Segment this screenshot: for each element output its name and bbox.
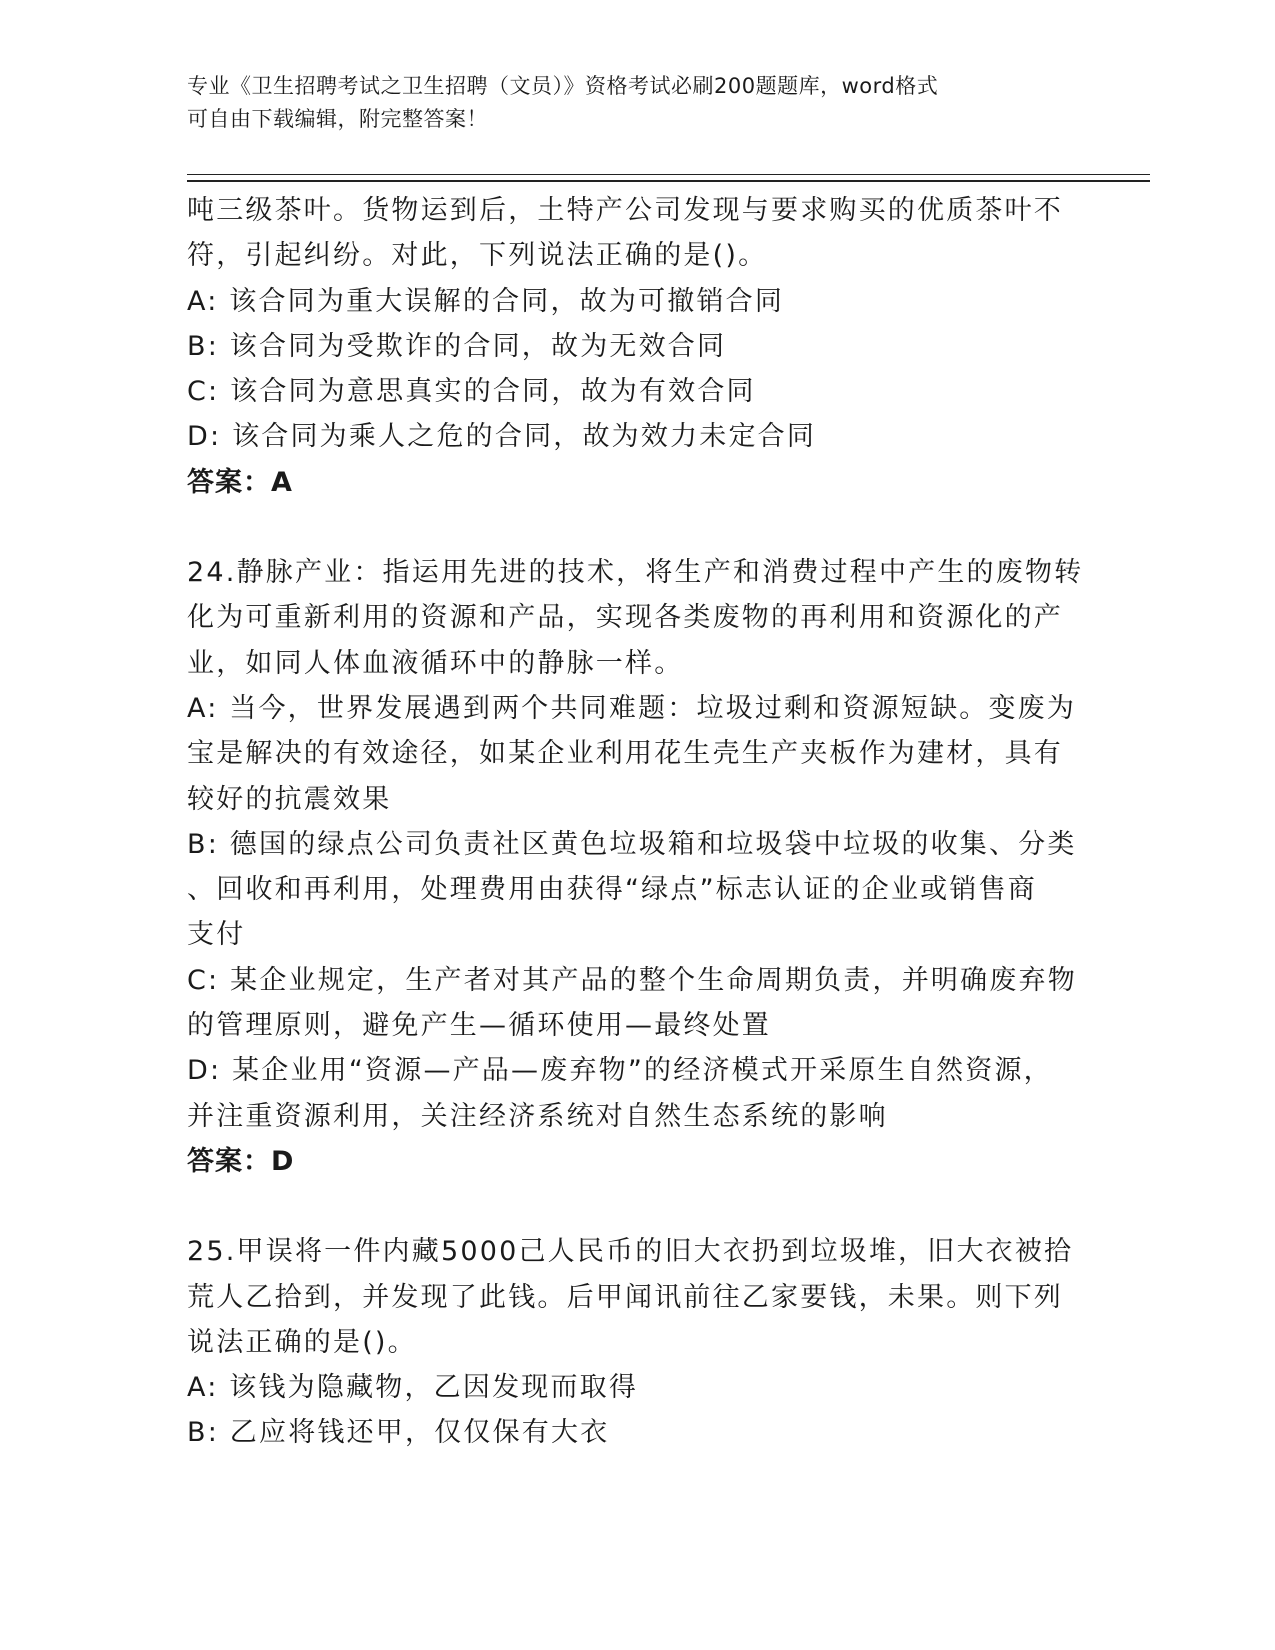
option-b-cont: 、回收和再利用，处理费用由获得“绿点”标志认证的企业或销售商 (187, 874, 1037, 906)
answer-label: 答案：A (187, 466, 293, 498)
option-c: C: 该合同为意思真实的合同，故为有效合同 (187, 376, 756, 408)
option-c-cont: 的管理原则，避免产生—循环使用—最终处置 (187, 1010, 771, 1042)
header-divider-thick (187, 180, 1150, 182)
option-a: A: 该合同为重大误解的合同，故为可撤销合同 (187, 285, 785, 317)
question-stem-line: 符，引起纠纷。对此，下列说法正确的是()。 (187, 240, 768, 272)
option-a: A: 该钱为隐藏物，乙因发现而取得 (187, 1372, 639, 1404)
option-b: B: 德国的绿点公司负责社区黄色垃圾箱和垃圾袋中垃圾的收集、分类 (187, 828, 1077, 860)
question-stem-line: 吨三级茶叶。货物运到后，土特产公司发现与要求购买的优质茶叶不 (187, 195, 1063, 226)
question-stem-line: 业，如同人体血液循环中的静脉一样。 (187, 647, 684, 679)
option-d: D: 某企业用“资源—产品—废弃物”的经济模式开采原生自然资源， (187, 1055, 1053, 1087)
option-a: A: 当今，世界发展遇到两个共同难题：垃圾过剩和资源短缺。变废为 (187, 692, 1077, 724)
question-23-continued (187, 188, 1087, 505)
question-stem-line: 化为可重新利用的资源和产品，实现各类废物的再利用和资源化的产 (187, 602, 1063, 634)
answer-label: 答案：D (187, 1145, 295, 1177)
question-stem-line: 说法正确的是()。 (187, 1326, 417, 1358)
option-b: B: 乙应将钱还甲，仅仅保有大衣 (187, 1417, 610, 1449)
question-stem-line: 荒人乙拾到，并发现了此钱。后甲闻讯前往乙家要钱，未果。则下列 (187, 1281, 1063, 1313)
question-stem-line: 25.甲误将一件内藏5000己人民币的旧大衣扔到垃圾堆，旧大衣被拾 (187, 1236, 1074, 1268)
option-a-cont: 宝是解决的有效途径，如某企业利用花生壳生产夹板作为建材，具有 (187, 738, 1063, 770)
option-d-cont: 并注重资源利用，关注经济系统对自然生态系统的影响 (187, 1100, 888, 1132)
header-line-1: 专业《卫生招聘考试之卫生招聘（文员）》资格考试必刷200题题库，word格式 (187, 74, 939, 98)
question-24 (187, 550, 1087, 1184)
option-b-cont: 支付 (187, 919, 246, 951)
document-header (187, 70, 1087, 136)
header-line-2: 可自由下载编辑，附完整答案！ (187, 107, 488, 131)
option-c: C: 某企业规定，生产者对其产品的整个生命周期负责，并明确废弃物 (187, 964, 1077, 996)
question-25 (187, 1229, 1087, 1455)
option-d: D: 该合同为乘人之危的合同，故为效力未定合同 (187, 421, 817, 453)
question-stem-line: 24.静脉产业：指运用先进的技术，将生产和消费过程中产生的废物转 (187, 557, 1084, 589)
document-body (187, 188, 1087, 1456)
option-b: B: 该合同为受欺诈的合同，故为无效合同 (187, 330, 727, 362)
option-a-cont: 较好的抗震效果 (187, 783, 392, 815)
header-divider-thin (187, 174, 1150, 175)
